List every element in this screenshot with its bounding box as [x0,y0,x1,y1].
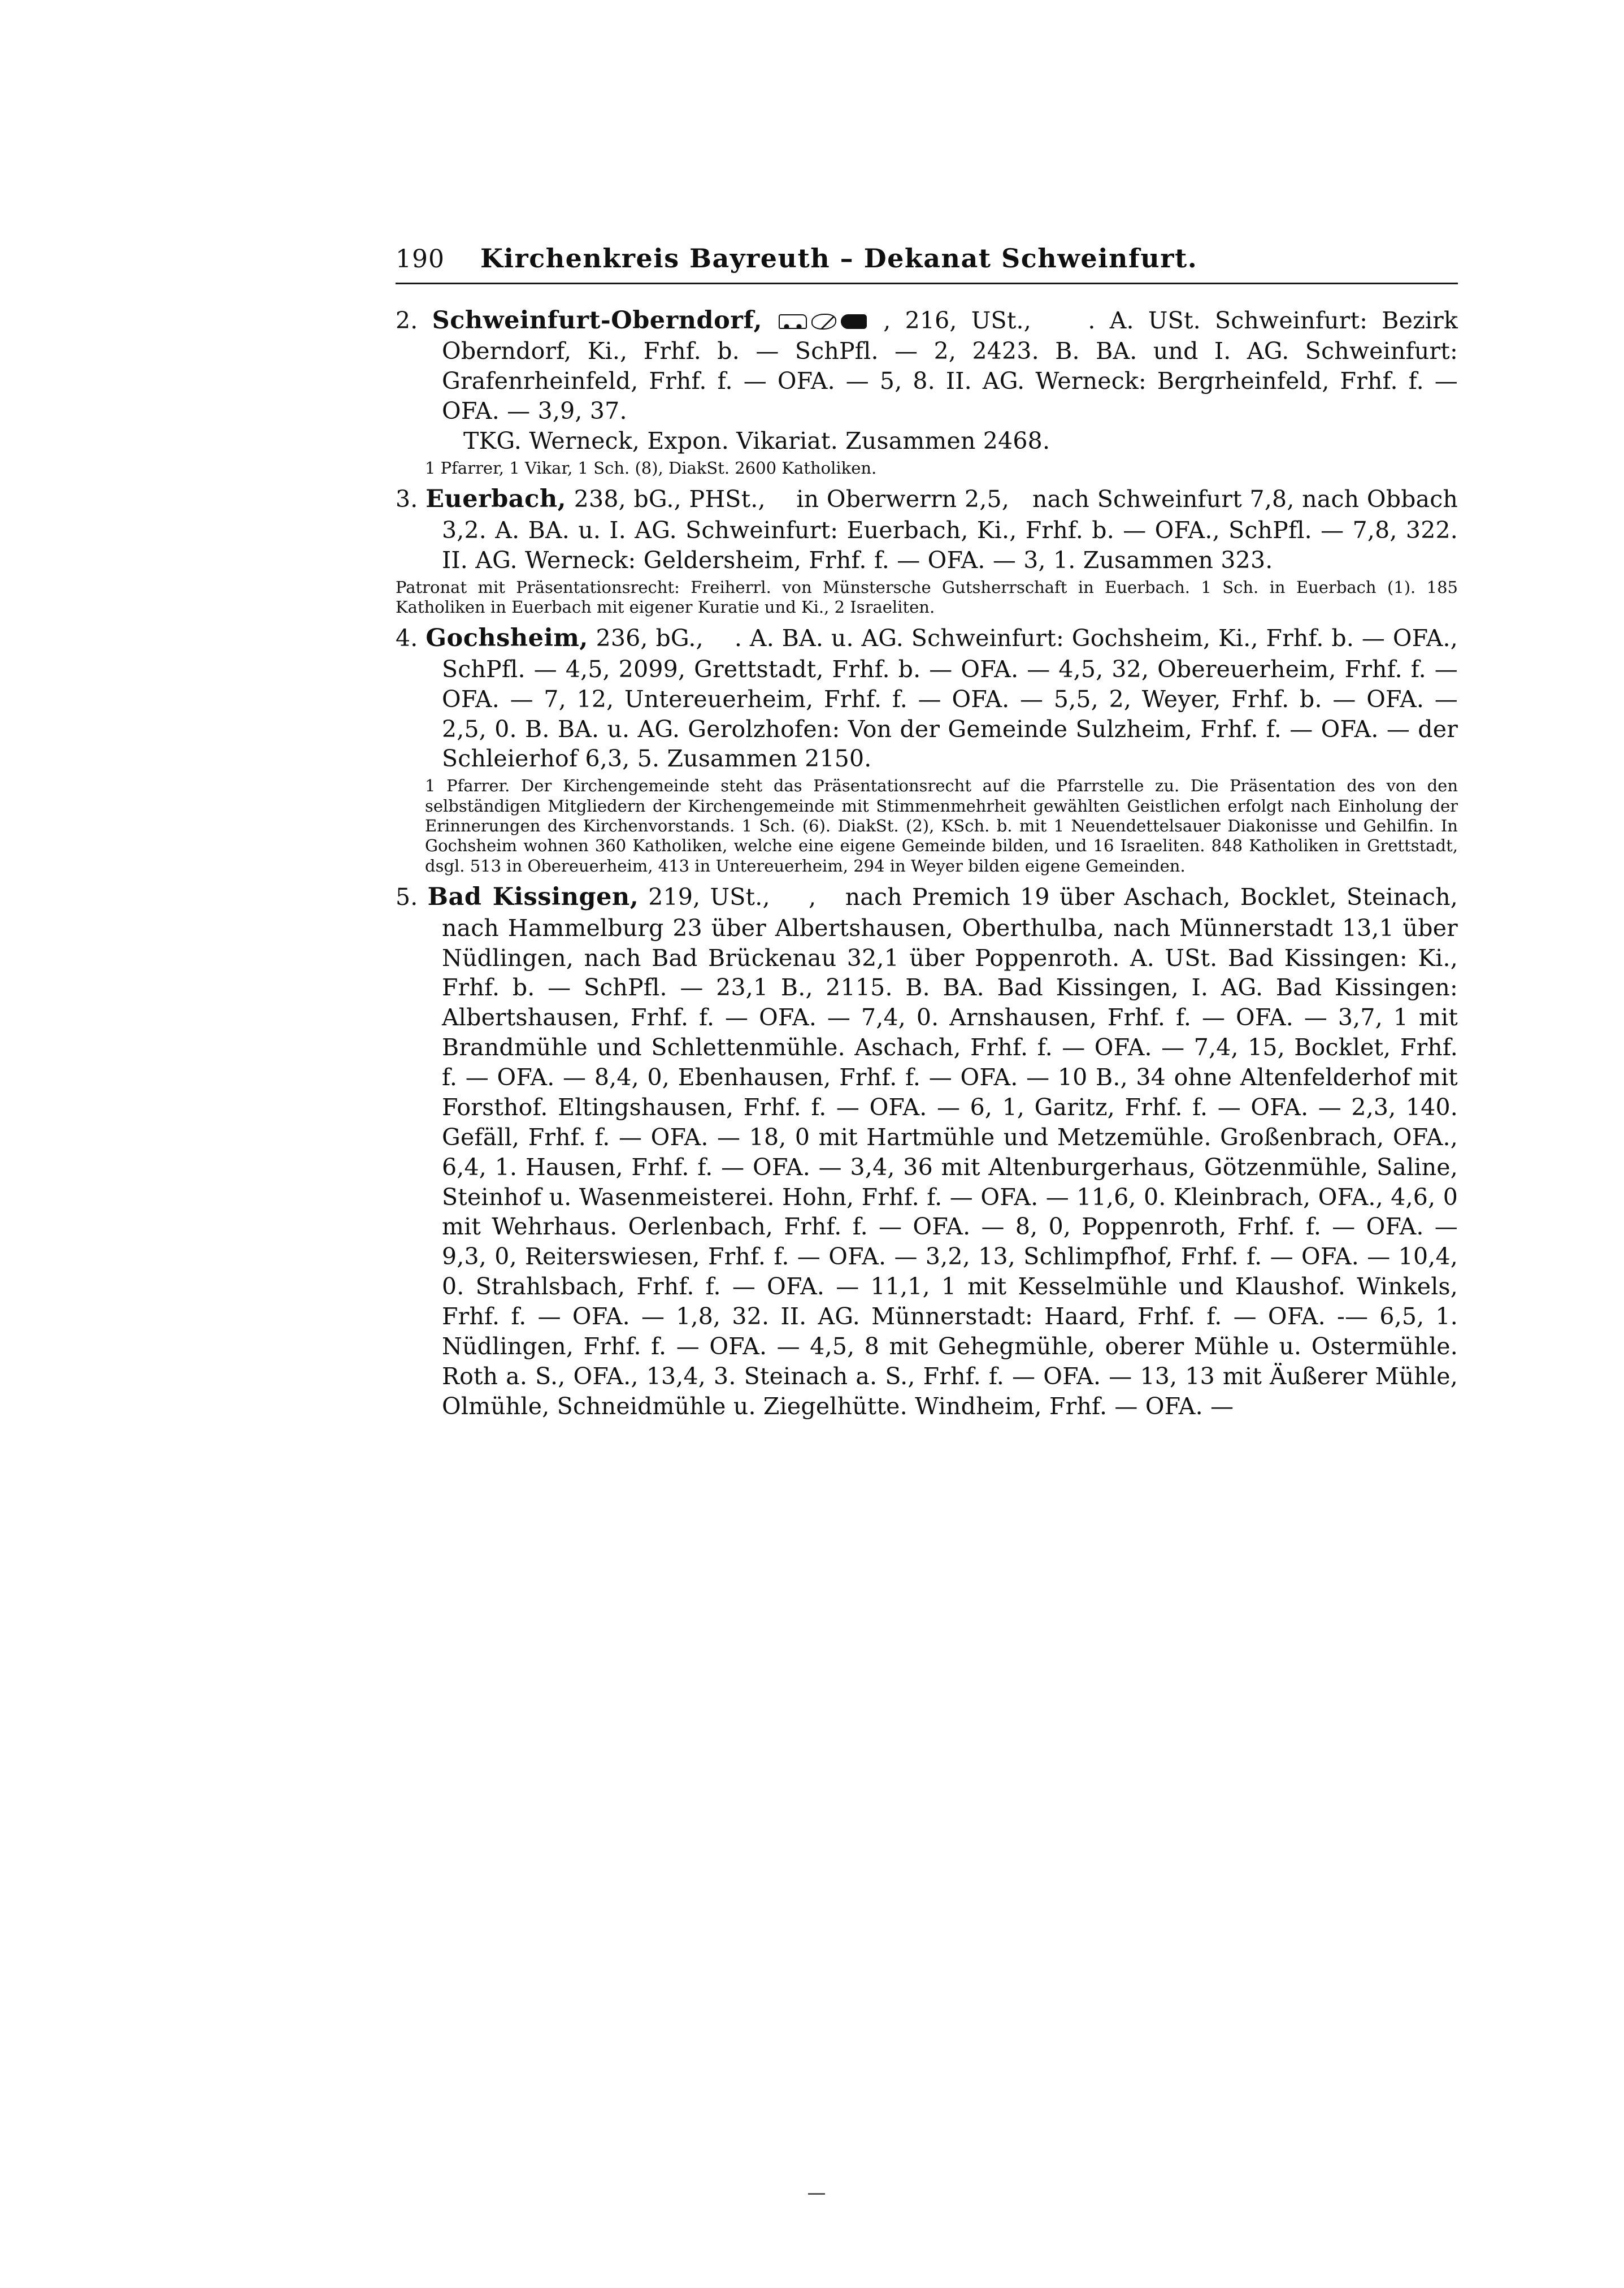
folio-number: 190 [396,245,445,274]
entry-place-name: Gochsheim, [425,624,588,653]
footer-mark [808,2193,825,2195]
entry-body: 219, USt., , nach Premich 19 über Aschach, Bocklet, Steinach, nach Hammelburg 23 über Albertshausen, Oberthulba, nach Münnerstadt 13,1 über Nüdlingen, nach Bad Brückenau 32,1 über Poppenroth. A. USt. Bad Kissingen: Ki., Frhf. b. — SchPfl. — 23,1 B., 2115. B. BA. Bad Kissingen, I. AG. Bad Kissingen: Albertshausen, Frhf. f. — OFA. — 7,4, 0. Arnshausen, Frhf. f. — OFA. — 3,7, 1 mit Brandmühle und Schlettenmühle. Aschach, Frhf. f. — OFA. — 7,4, 15, Bocklet, Frhf. f. — OFA. — 8,4, 0, Ebenhausen, Frhf. f. — OFA. — 10 B., 34 ohne Altenfelderhof mit Forsthof. Eltingshausen, Frhf. f. — OFA. — 6, 1, Garitz, Frhf. f. — OFA. — 2,3, 140. Gefäll, Frhf. f. — OFA. — 18, 0 mit Hartmühle und Metzemühle. Großenbrach, OFA., 6,4, 1. Hausen, Frhf. f. — OFA. — 3,4, 36 mit Altenburgerhaus, Götzenmühle, Saline, Steinhof u. Wasenmeisterei. Hohn, Frhf. f. — OFA. — 11,6, 0. Kleinbrach, OFA., 4,6, 0 mit Wehrhaus. Oerlenbach, Frhf. f. — OFA. — 8, 0, Poppenroth, Frhf. f. — OFA. — 9,3, 0, Reiterswiesen, Frhf. f. — OFA. — 3,2, 13, Schlimpfhof, Frhf. f. — OFA. — 10,4, 0. Strahlsbach, Frhf. f. — OFA. — 11,1, 1 mit Kesselmühle und Klaushof. Winkels, Frhf. f. — OFA. — 1,8, 32. II. AG. Münnerstadt: Haard, Frhf. f. — OFA. -— 6,5, 1. Nüdlingen, Frhf. f. — OFA. — 4,5, 8 mit Gehegmühle, oberer Mühle u. Ostermühle. Roth a. S., OFA., 13,4, 3. Steinach a. S., Frhf. f. — OFA. — 13, 13 mit Äußerer Mühle, Olmühle, Schneidmühle u. Ziegelhütte. Windheim, Frhf. — OFA. — [442,883,1458,1420]
running-title: Kirchenkreis Bayreuth – Dekanat Schweinfurt. [480,243,1198,274]
entry-gochsheim [396,623,1458,876]
entry-footnote: Patronat mit Präsentationsrecht: Freiherrl. von Münstersche Gutsherrschaft in Euerbach. 1 Sch. in Euerbach (1). 185 Katholiken in Euerbach mit eigener Kuratie und Ki., 2 Israeliten. [396,577,1458,617]
entry-extra-line: TKG. Werneck, Expon. Vikariat. Zusammen 2468. [463,427,1050,455]
entry-bad-kissingen [396,882,1458,1421]
entry-place-name: Schweinfurt-Oberndorf, [432,306,762,335]
entry-text [396,484,1458,575]
page-header [396,243,1469,274]
entry-text [396,623,1458,774]
automobile-icon [779,314,807,329]
telegraph-icon [841,314,867,329]
entry-footnote: 1 Pfarrer, 1 Vikar, 1 Sch. (8), DiakSt. 2600 Katholiken. [425,458,877,478]
entry-body: 238, bG., PHSt., in Oberwerrn 2,5, nach Schweinfurt 7,8, nach Obbach 3,2. A. BA. u. I. AG. Schweinfurt: Euerbach, Ki., Frhf. b. — OFA., SchPfl. — 7,8, 322. II. AG. Werneck: Geldersheim, Frhf. f. — OFA. — 3, 1. Zusammen 323. [442,486,1458,574]
entry-euerbach [396,484,1458,617]
entry-number: 2. [396,307,418,334]
header-rule [396,283,1458,284]
post-horn-icon [811,314,836,330]
entry-schweinfurt-oberndorf [396,305,1458,478]
entry-place-name: Euerbach, [425,485,567,514]
entry-number: 4. [396,625,418,652]
entry-body: , 216, USt., . A. USt. Schweinfurt: Bezirk Oberndorf, Ki., Frhf. b. — SchPfl. — 2, 2423. B. BA. und I. AG. Schweinfurt: Grafenrheinfeld, Frhf. f. — OFA. — 5, 8. II. AG. Werneck: Bergrheinfeld, Frhf. f. — OFA. — 3,9, 37. [442,307,1458,425]
entry-place-name: Bad Kissingen, [427,883,639,912]
entry-text [396,882,1458,1421]
entry-text [396,305,1458,426]
entry-number: 3. [396,486,418,513]
page-body [396,305,1458,1425]
entry-number: 5. [396,883,418,911]
entry-body: 236, bG., . A. BA. u. AG. Schweinfurt: Gochsheim, Ki., Frhf. b. — OFA., SchPfl. — 4,5, 2099, Grettstadt, Frhf. b. — OFA. — 4,5, 32, Obereuerheim, Frhf. f. — OFA. — 7, 12, Untereuerheim, Frhf. f. — OFA. — 5,5, 2, Weyer, Frhf. b. — OFA. — 2,5, 0. B. BA. u. AG. Gerolzhofen: Von der Gemeinde Sulzheim, Frhf. f. — OFA. — der Schleierhof 6,3, 5. Zusammen 2150. [442,625,1458,773]
entry-footnote: 1 Pfarrer. Der Kirchengemeinde steht das Präsentationsrecht auf die Pfarrstelle zu. Die Präsentation des von den selbständigen Mitgliedern der Kirchengemeinde mit Stimmenmehrheit gewählten Geistlichen erfolgt nach Einholung der Erinnerungen des Kirchenvorstands. 1 Sch. (6). DiakSt. (2), KSch. b. mit 1 Neuendettelsauer Diakonisse und Gehilfin. In Gochsheim wohnen 360 Katholiken, welche eine eigene Gemeinde bilden, und 16 Israeliten. 848 Katholiken in Grettstadt, dsgl. 513 in Obereuerheim, 413 in Untereuerheim, 294 in Weyer bilden eigene Gemeinden. [425,776,1458,876]
